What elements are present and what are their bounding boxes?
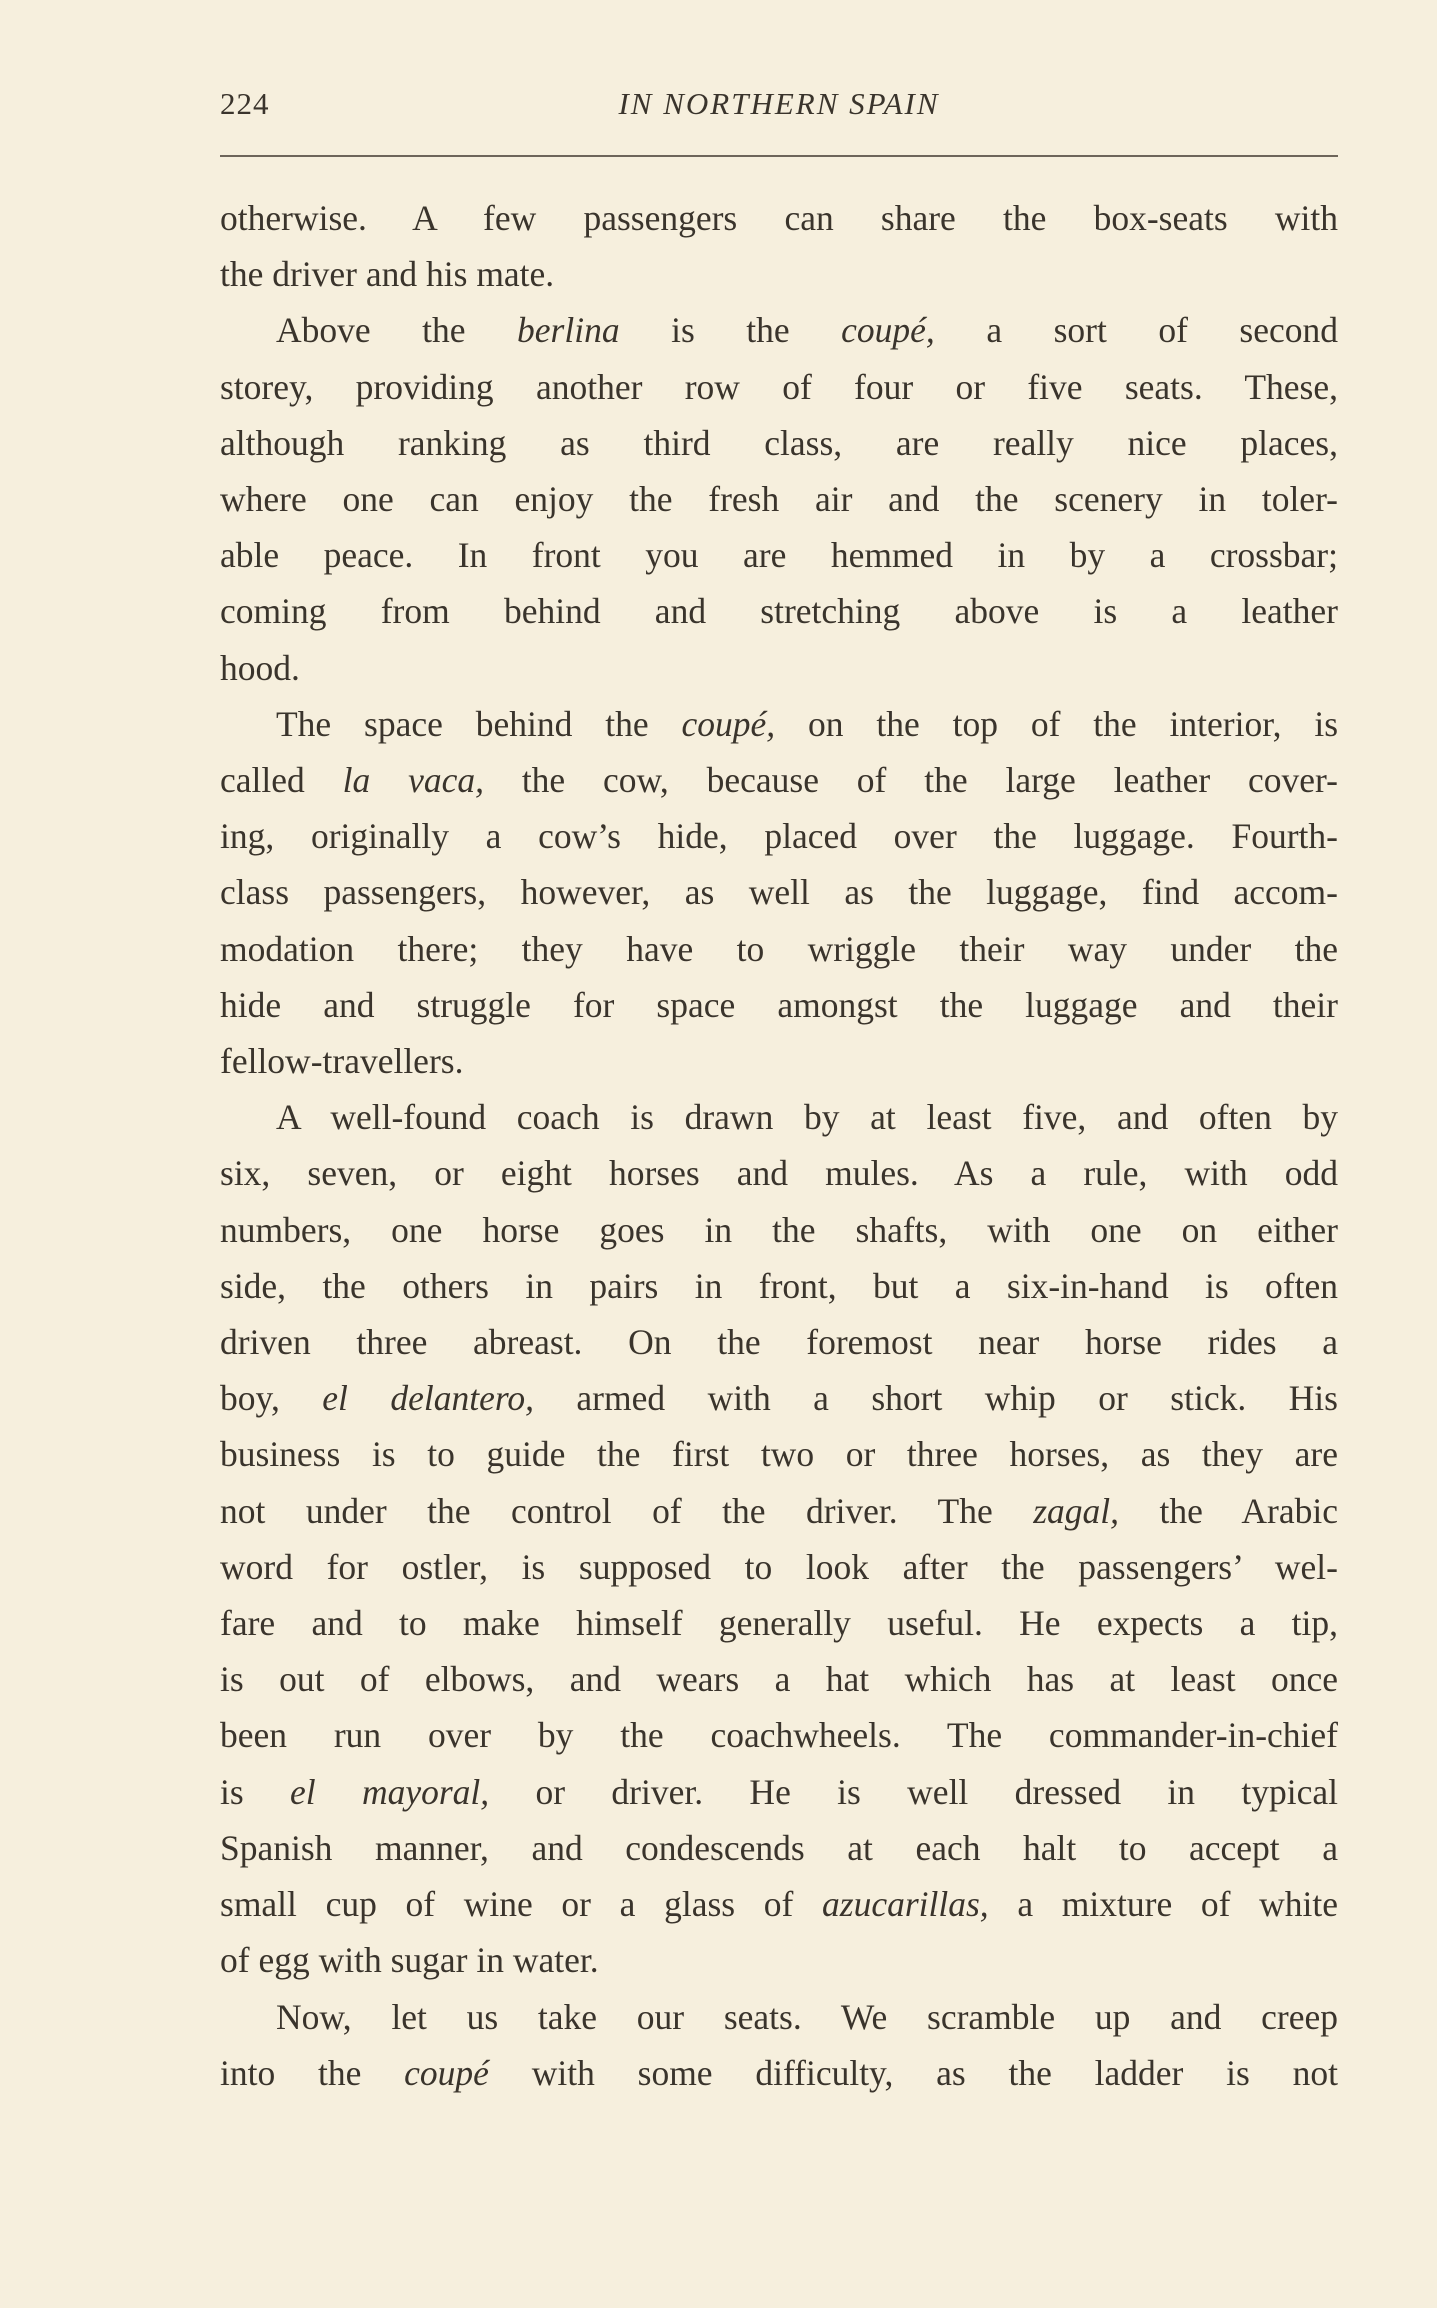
text-segment: otherwise. A few passengers can share the box-seats with [220,198,1338,238]
text-line [220,1426,1338,1482]
text-segment: side, the others in pairs in front, but a six-in-hand is often [220,1265,1338,1306]
text-line [220,1932,1338,1988]
text-segment: the driver and his mate. [220,254,555,295]
text-line [220,1764,1338,1820]
text-line [220,583,1338,639]
text-line [220,640,1338,696]
text-line [220,302,1338,358]
text-segment: class passengers, however, as well as the luggage, find accom- [220,872,1338,913]
text-segment: is [220,1771,291,1812]
text-segment: into the [220,2052,405,2093]
text-segment: been run over by the coachwheels. The commander-in-chief [220,1715,1338,1756]
text-line [220,246,1338,302]
text-segment: or driver. He is well dressed in typical [489,1771,1338,1812]
text-line [220,1370,1338,1426]
text-segment: hood. [220,647,300,688]
text-segment: fare and to make himself generally useful. He expects a tip, [220,1603,1338,1644]
text-line [220,1707,1338,1763]
text-line [220,1258,1338,1314]
text-segment: driven three abreast. On the foremost near horse rides a [220,1322,1338,1363]
text-line [220,1314,1338,1370]
text-line [220,415,1338,471]
text-segment: on the top of the interior, is [775,703,1339,744]
text-segment: storey, providing another row of four or five seats. These, [220,366,1338,407]
text-segment: hide and struggle for space amongst the luggage and their [220,984,1338,1025]
text-segment: with some difficulty, as the ladder is not [488,2052,1338,2093]
text-line [220,1989,1338,2045]
text-segment: not under the control of the driver. The [220,1490,1034,1531]
header-rule [220,155,1338,157]
text-line [220,2045,1338,2101]
text-line [220,1876,1338,1932]
text-segment: of egg with sugar in water. [220,1940,599,1981]
text-line [220,1595,1338,1651]
text-segment: the Arabic [1119,1490,1338,1531]
text-line [220,527,1338,583]
text-segment: able peace. In front you are hemmed in by a crossbar; [220,535,1338,576]
text-segment: called [220,760,343,801]
text-segment: Spanish manner, and condescends at each halt to accept a [220,1827,1338,1868]
body-text [220,190,1338,2101]
text-line [220,1539,1338,1595]
text-line [220,808,1338,864]
text-line [220,864,1338,920]
text-segment: a mixture of white [988,1884,1338,1925]
text-line [220,1651,1338,1707]
italic-term: la vaca, [342,760,484,801]
text-segment: six, seven, or eight horses and mules. As a rule, with odd [220,1153,1338,1194]
text-segment: Above the [276,310,518,351]
italic-term: el delantero, [322,1378,534,1419]
italic-term: coupé [404,2052,489,2093]
text-line [220,1145,1338,1201]
italic-term: zagal, [1033,1490,1120,1531]
italic-term: berlina [517,310,620,351]
text-segment: a sort of second [934,310,1338,351]
text-line [220,977,1338,1033]
text-segment: word for ostler, is supposed to look after the passengers’ wel- [220,1546,1338,1587]
text-line [220,1483,1338,1539]
italic-term: coupé, [681,703,776,744]
running-head: IN NORTHERN SPAIN [618,86,940,121]
page-header [220,86,1338,136]
text-segment: The space behind the [276,703,682,744]
text-line [220,190,1338,246]
text-line [220,1033,1338,1089]
text-line [220,696,1338,752]
text-segment: coming from behind and stretching above is a leather [220,591,1338,632]
italic-term: coupé, [841,310,935,351]
text-segment: numbers, one horse goes in the shafts, with one on either [220,1209,1338,1250]
text-segment: the cow, because of the large leather cover- [483,760,1338,801]
text-line [220,1820,1338,1876]
text-segment: armed with a short whip or stick. His [533,1378,1338,1419]
text-segment: where one can enjoy the fresh air and the scenery in toler- [220,479,1338,520]
text-segment: is out of elbows, and wears a hat which has at least once [220,1659,1338,1700]
text-segment: Now, let us take our seats. We scramble up and creep [276,1996,1338,2037]
text-segment: is the [619,310,842,351]
text-segment: although ranking as third class, are really nice places, [220,422,1338,463]
text-line [220,1202,1338,1258]
text-line [220,359,1338,415]
text-line [220,921,1338,977]
italic-term: azucarillas, [822,1884,989,1925]
text-segment: fellow-travellers. [220,1041,464,1082]
page-number: 224 [220,86,270,121]
text-segment: A well-found coach is drawn by at least five, and often by [276,1097,1338,1138]
text-line [220,752,1338,808]
italic-term: el mayoral, [290,1771,490,1812]
text-line [220,1089,1338,1145]
text-segment: boy, [220,1378,323,1419]
text-segment: business is to guide the first two or three horses, as they are [220,1434,1338,1475]
text-segment: small cup of wine or a glass of [220,1884,823,1925]
text-segment: modation there; they have to wriggle their way under the [220,928,1338,969]
text-line [220,471,1338,527]
text-segment: ing, originally a cow’s hide, placed over the luggage. Fourth- [220,816,1338,857]
